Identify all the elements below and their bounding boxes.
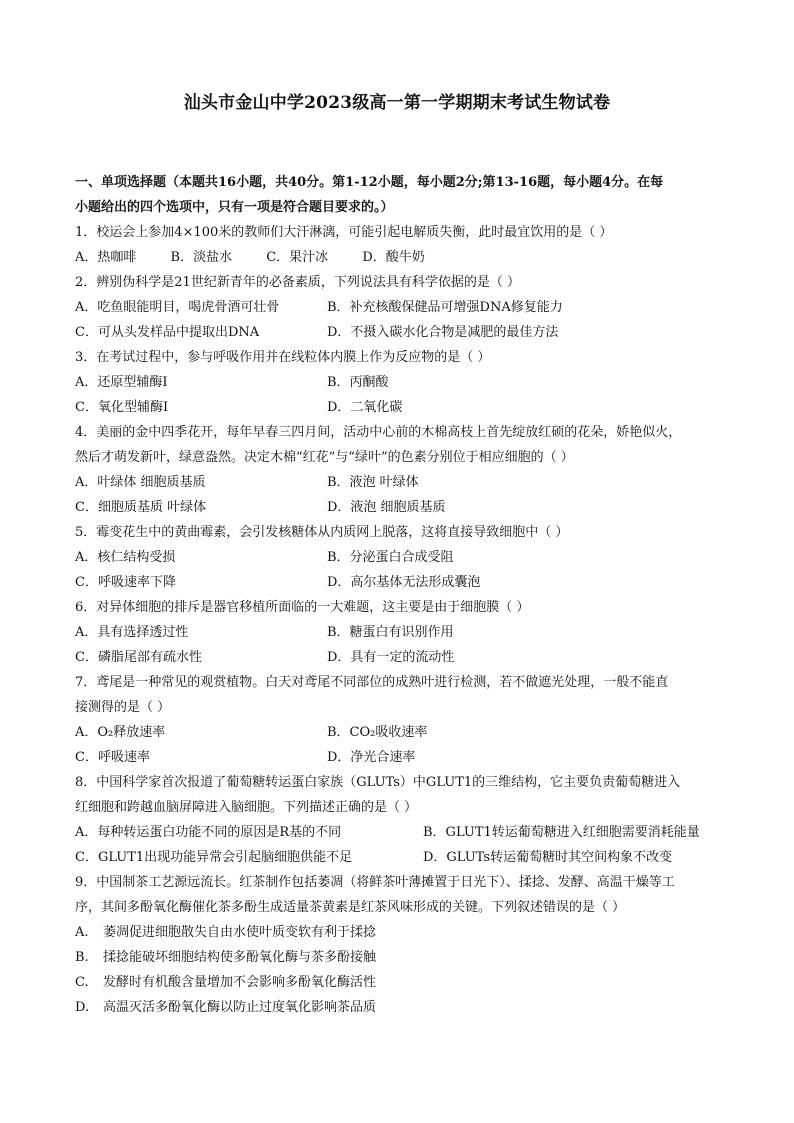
section-heading-cont: 小题给出的四个选项中，只有一项是符合题目要求的。） bbox=[75, 200, 394, 215]
question-stem-cont: 序，其间多酚氧化酶催化茶多酚生成适量茶黄素是红茶风味形成的关键。下列叙述错误的是（ ） bbox=[75, 900, 626, 915]
option-row bbox=[75, 495, 725, 520]
option-a: A．吃鱼眼能明目，喝虎骨酒可壮骨 bbox=[75, 300, 280, 315]
option-c: C．磷脂尾部有疏水性 bbox=[75, 650, 202, 665]
option-row bbox=[75, 545, 725, 570]
option-d: D．酸牛奶 bbox=[362, 250, 425, 265]
option-row bbox=[75, 745, 725, 770]
question-stem: 1．校运会上参加4×100米的教师们大汗淋漓，可能引起电解质失衡，此时最宜饮用的是（ ） bbox=[75, 225, 613, 240]
option-a: A．O₂释放速率 bbox=[75, 725, 166, 740]
option-d: D．二氧化碳 bbox=[327, 400, 403, 415]
option-text: 萎凋促进细胞散失自由水使叶质变软有利于揉捻 bbox=[103, 925, 377, 940]
option-row bbox=[75, 320, 725, 345]
question-stem: 2．辨别伪科学是21世纪新青年的必备素质，下列说法具有科学依据的是（ ） bbox=[75, 275, 520, 290]
question-1 bbox=[75, 220, 725, 270]
question-4 bbox=[75, 420, 725, 520]
option-letter: C. bbox=[75, 975, 89, 990]
option-b: B．CO₂吸收速率 bbox=[327, 725, 428, 740]
section-heading: 一、单项选择题（本题共16小题，共40分。第1-12小题，每小题2分;第13-16题，每小题4分。在每 bbox=[75, 175, 664, 190]
option-b: B．分泌蛋白合成受阻 bbox=[327, 550, 454, 565]
question-stem-cont: 然后才萌发新叶，绿意盎然。决定木棉“红花”与“绿叶”的色素分别位于相应细胞的（ ） bbox=[75, 450, 574, 465]
exam-title: 汕头市金山中学2023级高一第一学期期末考试生物试卷 bbox=[183, 93, 611, 113]
option-letter: A. bbox=[75, 925, 89, 940]
question-stem: 3．在考试过程中，参与呼吸作用并在线粒体内膜上作为反应物的是（ ） bbox=[75, 350, 491, 365]
option-d: D．不摄入碳水化合物是减肥的最佳方法 bbox=[327, 325, 559, 340]
option-d: D．高尔基体无法形成囊泡 bbox=[327, 575, 481, 590]
option-c: C．呼吸速率下降 bbox=[75, 575, 176, 590]
option-b: B．液泡 叶绿体 bbox=[327, 475, 419, 490]
option-c: C．果汁冰 bbox=[266, 250, 329, 265]
option-a: A．核仁结构受损 bbox=[75, 550, 176, 565]
option-row bbox=[75, 570, 725, 595]
option-c: C．呼吸速率 bbox=[75, 750, 150, 765]
question-9 bbox=[75, 870, 725, 1020]
option-b bbox=[75, 945, 725, 970]
option-text: 发酵时有机酸含量增加不会影响多酚氧化酶活性 bbox=[103, 975, 377, 990]
option-b: B．GLUT1转运葡萄糖进入红细胞需要消耗能量 bbox=[423, 825, 700, 840]
option-text: 高温灭活多酚氧化酶以防止过度氧化影响茶品质 bbox=[103, 1000, 377, 1015]
option-c: C．细胞质基质 叶绿体 bbox=[75, 500, 207, 515]
option-d: D．液泡 细胞质基质 bbox=[327, 500, 446, 515]
question-stem: 9．中国制茶工艺源远流长。红茶制作包括萎凋（将鲜茶叶薄摊置于日光下）、揉捻、发酵、高温干燥等工 bbox=[75, 875, 675, 890]
question-2 bbox=[75, 270, 725, 345]
option-row bbox=[75, 395, 725, 420]
option-row bbox=[75, 645, 725, 670]
option-row bbox=[75, 720, 725, 745]
question-stem: 7．鸢尾是一种常见的观赏植物。白天对鸢尾不同部位的成熟叶进行检测，若不做遮光处理，一般不能直 bbox=[75, 675, 669, 690]
option-b: B．丙酮酸 bbox=[327, 375, 389, 390]
option-d: D．净光合速率 bbox=[327, 750, 416, 765]
option-c: C．可从头发样品中提取出DNA bbox=[75, 325, 260, 340]
question-7 bbox=[75, 670, 725, 770]
option-row bbox=[75, 370, 725, 395]
exam-content bbox=[75, 170, 725, 1020]
option-a: A．每种转运蛋白功能不同的原因是R基的不同 bbox=[75, 825, 342, 840]
question-stem-cont: 接测得的是（ ） bbox=[75, 700, 171, 715]
option-row bbox=[75, 470, 725, 495]
option-row bbox=[75, 245, 725, 270]
option-a: A．叶绿体 细胞质基质 bbox=[75, 475, 206, 490]
question-stem: 8．中国科学家首次报道了葡萄糖转运蛋白家族（GLUTs）中GLUT1的三维结构，它主要负责葡萄糖进入 bbox=[75, 775, 681, 790]
option-text: 揉捻能破坏细胞结构使多酚氧化酶与茶多酚接触 bbox=[103, 950, 377, 965]
question-stem: 4．美丽的金中四季花开，每年早春三四月间，活动中心前的木棉高枝上首先绽放红硕的花朵，娇艳似火， bbox=[75, 425, 682, 440]
option-b: B．淡盐水 bbox=[170, 250, 233, 265]
question-3 bbox=[75, 345, 725, 420]
option-d: D．GLUTs转运葡萄糖时其空间构象不改变 bbox=[423, 850, 673, 865]
option-row bbox=[75, 845, 725, 870]
option-row bbox=[75, 820, 725, 845]
question-stem: 6．对异体细胞的排斥是器官移植所面临的一大难题，这主要是由于细胞膜（ ） bbox=[75, 600, 530, 615]
question-5 bbox=[75, 520, 725, 595]
option-a bbox=[75, 920, 725, 945]
option-c bbox=[75, 970, 725, 995]
option-row bbox=[75, 620, 725, 645]
option-b: B．糖蛋白有识别作用 bbox=[327, 625, 454, 640]
option-b: B．补充核酸保健品可增强DNA修复能力 bbox=[327, 300, 563, 315]
option-a: A．热咖啡 bbox=[75, 250, 137, 265]
option-d: D．具有一定的流动性 bbox=[327, 650, 455, 665]
option-letter: B. bbox=[75, 950, 89, 965]
question-6 bbox=[75, 595, 725, 670]
question-stem: 5．霉变花生中的黄曲霉素，会引发核糖体从内质网上脱落，这将直接导致细胞中（ ） bbox=[75, 525, 569, 540]
option-c: C．氧化型辅酶Ⅰ bbox=[75, 400, 169, 415]
option-row bbox=[75, 295, 725, 320]
question-8 bbox=[75, 770, 725, 870]
option-a: A．还原型辅酶Ⅰ bbox=[75, 375, 168, 390]
option-c: C．GLUT1出现功能异常会引起脑细胞供能不足 bbox=[75, 850, 353, 865]
option-a: A．具有选择透过性 bbox=[75, 625, 189, 640]
option-d bbox=[75, 995, 725, 1020]
option-letter: D. bbox=[75, 1000, 90, 1015]
question-stem-cont: 红细胞和跨越血脑屏障进入脑细胞。下列描述正确的是（ ） bbox=[75, 800, 418, 815]
